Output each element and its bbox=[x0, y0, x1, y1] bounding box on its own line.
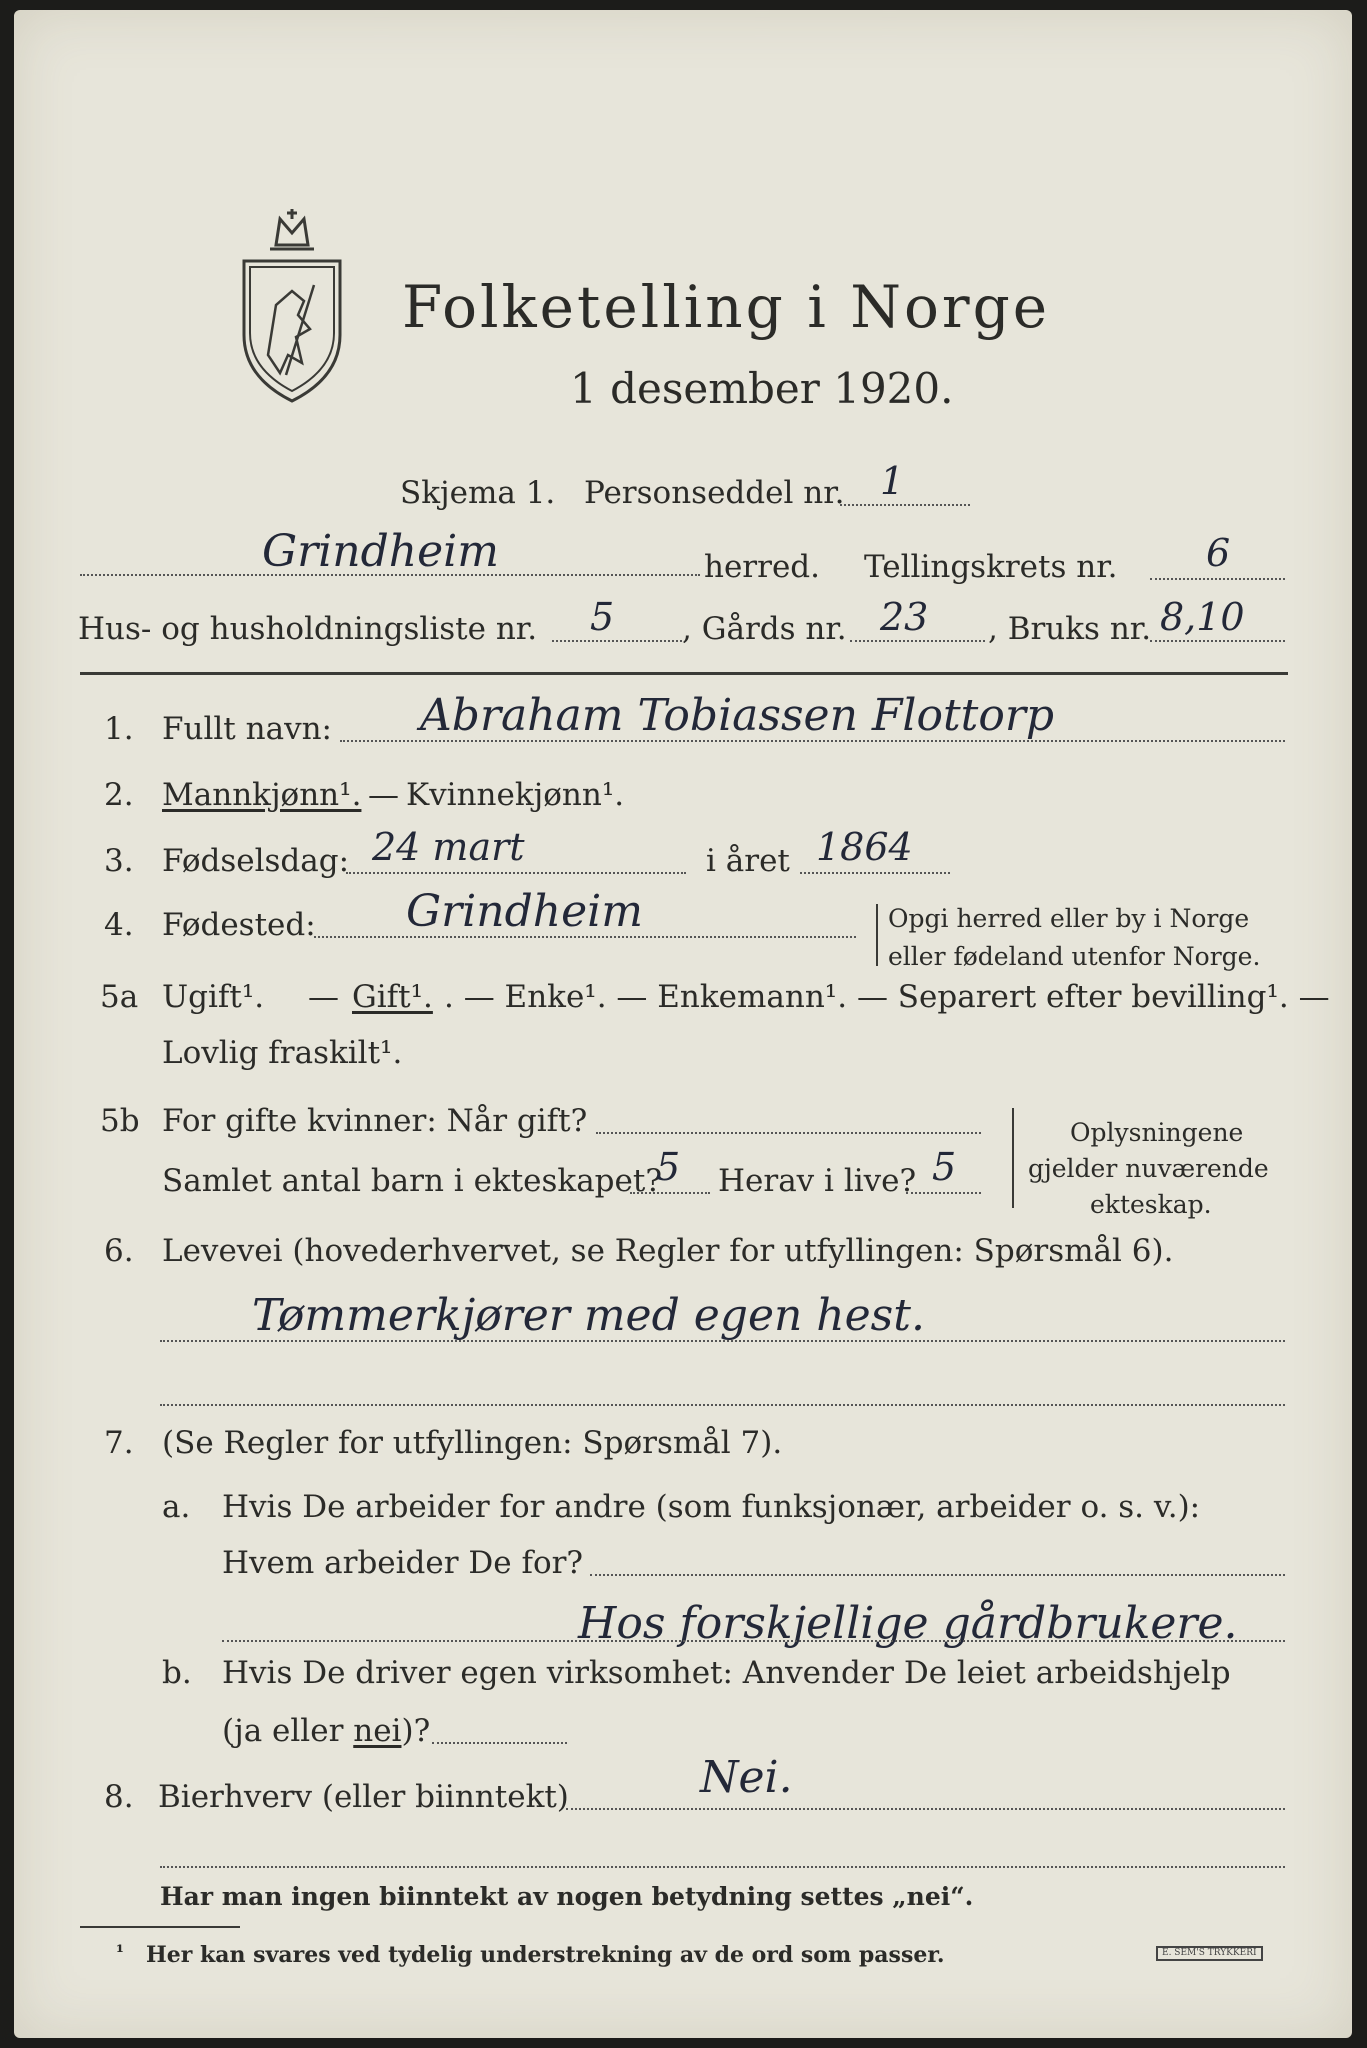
q5a-line2: Lovlig fraskilt¹. bbox=[162, 1035, 403, 1071]
q3-number: 3. bbox=[104, 843, 134, 879]
q7a-label2: Hvem arbeider De for? bbox=[222, 1545, 584, 1581]
q2-kvinnekjonn: Kvinnekjønn¹. bbox=[406, 777, 625, 813]
q4-note-line1: Opgi herred eller by i Norge bbox=[888, 904, 1250, 933]
q5b-label2: Samlet antal barn i ekteskapet? bbox=[162, 1163, 662, 1199]
coat-of-arms-icon bbox=[236, 205, 348, 405]
q1-value: Abraham Tobiassen Flottorp bbox=[420, 690, 1055, 741]
q5a-separator: — bbox=[308, 979, 339, 1015]
tellingskrets-label: Tellingskrets nr. bbox=[864, 549, 1118, 585]
q5b-barn-value: 5 bbox=[656, 1145, 681, 1189]
q5a-number: 5a bbox=[100, 979, 139, 1015]
footnote-mark: ¹ bbox=[116, 1942, 124, 1963]
herred-value: Grindheim bbox=[262, 526, 499, 577]
q7b-line bbox=[432, 1742, 567, 1744]
q2-mannkjonn: Mannkjønn¹. bbox=[162, 777, 362, 813]
q5b-note-brace bbox=[1012, 1108, 1014, 1208]
bruks-label: , Bruks nr. bbox=[988, 611, 1152, 647]
q7a-label: Hvis De arbeider for andre (som funksjonær, arbeider o. s. v.): bbox=[222, 1489, 1201, 1525]
q7a-number: a. bbox=[162, 1489, 191, 1525]
personseddel-value: 1 bbox=[880, 459, 905, 503]
q3-label: Fødselsdag: bbox=[162, 843, 350, 879]
q7-label: (Se Regler for utfyllingen: Spørsmål 7). bbox=[162, 1425, 783, 1461]
gards-line bbox=[850, 640, 985, 642]
q5a-gift: Gift¹. bbox=[352, 979, 433, 1015]
q5a-ugift: Ugift¹. bbox=[162, 979, 265, 1015]
q4-value: Grindheim bbox=[406, 886, 643, 937]
q7b-label: Hvis De driver egen virksomhet: Anvender De leiet arbeidshjelp bbox=[222, 1655, 1231, 1691]
q8-line bbox=[566, 1808, 1285, 1810]
form-date: 1 desember 1920. bbox=[570, 364, 954, 413]
q1-label: Fullt navn: bbox=[162, 711, 332, 747]
husliste-value: 5 bbox=[590, 595, 615, 639]
q2-separator: — bbox=[368, 777, 399, 813]
q2-number: 2. bbox=[104, 777, 134, 813]
schema-label: Skjema 1. bbox=[400, 475, 556, 511]
q5b-married-line bbox=[596, 1132, 981, 1134]
personseddel-label: Personseddel nr. bbox=[584, 475, 845, 511]
q7b-label2: (ja eller nei)? bbox=[222, 1713, 431, 1749]
form-title: Folketelling i Norge bbox=[402, 273, 1051, 341]
q4-note-brace bbox=[876, 904, 878, 966]
q3-value: 24 mart bbox=[372, 825, 525, 869]
q8-line2 bbox=[160, 1866, 1285, 1868]
footnote-text: Her kan svares ved tydelig understrekning av de ord som passer. bbox=[146, 1942, 945, 1968]
q1-number: 1. bbox=[104, 711, 134, 747]
q3-year-line bbox=[800, 872, 950, 874]
gards-value: 23 bbox=[880, 595, 929, 639]
q4-number: 4. bbox=[104, 907, 134, 943]
q5b-barn-line bbox=[630, 1192, 710, 1194]
q8-number: 8. bbox=[104, 1779, 134, 1815]
q3-year-value: 1864 bbox=[816, 825, 913, 869]
footer-note: Har man ingen biinntekt av nogen betydning settes „nei“. bbox=[160, 1882, 974, 1911]
q5b-note2: gjelder nuværende bbox=[1028, 1154, 1269, 1183]
tellingskrets-value: 6 bbox=[1206, 531, 1231, 575]
herred-label: herred. bbox=[704, 549, 820, 585]
printer-stamp: E. SEM'S TRYKKERI bbox=[1156, 1946, 1263, 1961]
bruks-value: 8,10 bbox=[1160, 595, 1245, 639]
q4-label: Fødested: bbox=[162, 907, 316, 943]
q5b-label1: For gifte kvinner: Når gift? bbox=[162, 1103, 588, 1139]
q7a-line1 bbox=[590, 1574, 1285, 1576]
personseddel-line bbox=[840, 504, 970, 506]
q8-value: Nei. bbox=[700, 1752, 793, 1803]
q7a-line2 bbox=[222, 1640, 1285, 1642]
q5b-ilive-value: 5 bbox=[932, 1145, 957, 1189]
tellingskrets-line bbox=[1150, 578, 1285, 580]
q5b-ilive-line bbox=[906, 1192, 981, 1194]
q6-value: Tømmerkjører med egen hest. bbox=[252, 1290, 925, 1341]
footnote-divider bbox=[80, 1926, 240, 1928]
q6-number: 6. bbox=[104, 1233, 134, 1269]
q5b-note3: ekteskap. bbox=[1090, 1190, 1212, 1219]
bruks-line bbox=[1150, 640, 1285, 642]
q3-line bbox=[346, 872, 686, 874]
q7b-number: b. bbox=[162, 1655, 192, 1691]
q4-note-line2: eller fødeland utenfor Norge. bbox=[888, 942, 1261, 971]
q3-year-label: i året bbox=[706, 843, 790, 879]
q6-line2 bbox=[160, 1404, 1285, 1406]
q6-label: Levevei (hovederhvervet, se Regler for utfyllingen: Spørsmål 6). bbox=[162, 1233, 1174, 1269]
gards-label: , Gårds nr. bbox=[682, 611, 847, 647]
q5b-ilive-label: Herav i live? bbox=[718, 1163, 917, 1199]
husliste-line bbox=[552, 640, 682, 642]
q8-label: Bierhverv (eller biinntekt) bbox=[158, 1779, 569, 1815]
q5b-number: 5b bbox=[100, 1103, 140, 1139]
q5b-note1: Oplysningene bbox=[1070, 1118, 1244, 1147]
q5a-other-options: . — Enke¹. — Enkemann¹. — Separert efter bevilling¹. — bbox=[444, 979, 1330, 1015]
q7-number: 7. bbox=[104, 1425, 134, 1461]
husliste-label: Hus- og husholdningsliste nr. bbox=[78, 611, 538, 647]
q7a-value: Hos forskjellige gårdbrukere. bbox=[578, 1598, 1238, 1649]
header-divider bbox=[80, 672, 1288, 675]
